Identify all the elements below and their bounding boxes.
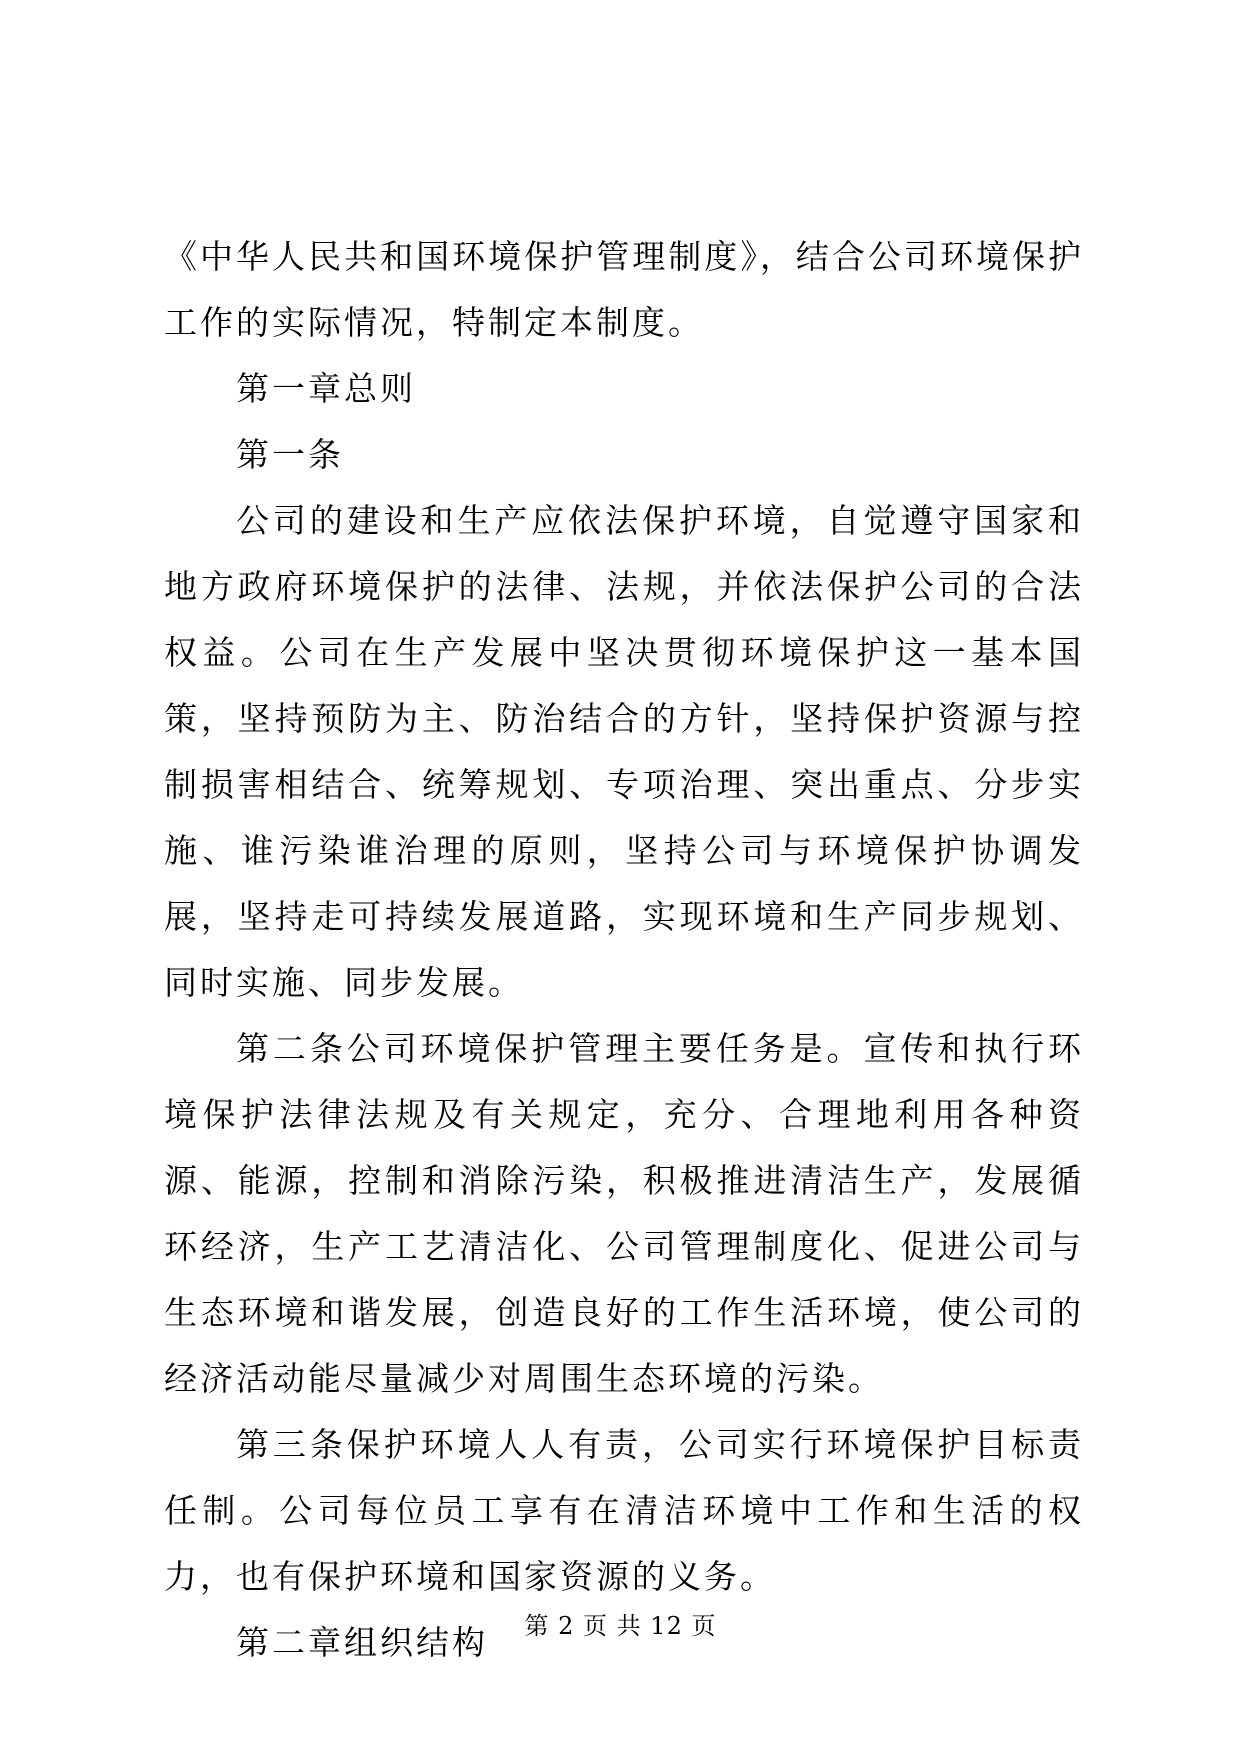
article-heading: 第一条 [236, 435, 344, 474]
paragraph-article-3: 第三条保护环境人人有责，公司实行环境保护目标责任制。公司每位员工享有在清洁环境中工作和生活的权力，也有保护环境和国家资源的义务。 [164, 1425, 1084, 1596]
paragraph-article-2: 第二条公司环境保护管理主要任务是。宣传和执行环境保护法律法规及有关规定，充分、合理地利用各种资源、能源，控制和消除污染，积极推进清洁生产，发展循环经济，生产工艺清洁化、公司管理制度化、促进公司与生态环境和谐发展，创造良好的工作生活环境，使公司的经济活动能尽量减少对周围生态环境的污染。 [164, 1029, 1084, 1398]
paragraph-article-1: 公司的建设和生产应依法保护环境，自觉遵守国家和地方政府环境保护的法律、法规，并依法保护公司的合法权益。公司在生产发展中坚决贯彻环境保护这一基本国策，坚持预防为主、防治结合的方针，坚持保护资源与控制损害相结合、统筹规划、专项治理、突出重点、分步实施、谁污染谁治理的原则，坚持公司与环境保护协调发展，坚持走可持续发展道路，实现环境和生产同步规划、同时实施、同步发展。 [164, 501, 1084, 1002]
document-body [164, 224, 1084, 1676]
paragraph-intro-continuation: 《中华人民共和国环境保护管理制度》，结合公司环境保护工作的实际情况，特制定本制度。 [164, 237, 1084, 342]
chapter-heading: 第一章总则 [236, 369, 416, 408]
page-number-footer: 第 2 页 共 12 页 [524, 1612, 717, 1640]
chapter-heading: 第二章组织结构 [236, 1623, 488, 1662]
